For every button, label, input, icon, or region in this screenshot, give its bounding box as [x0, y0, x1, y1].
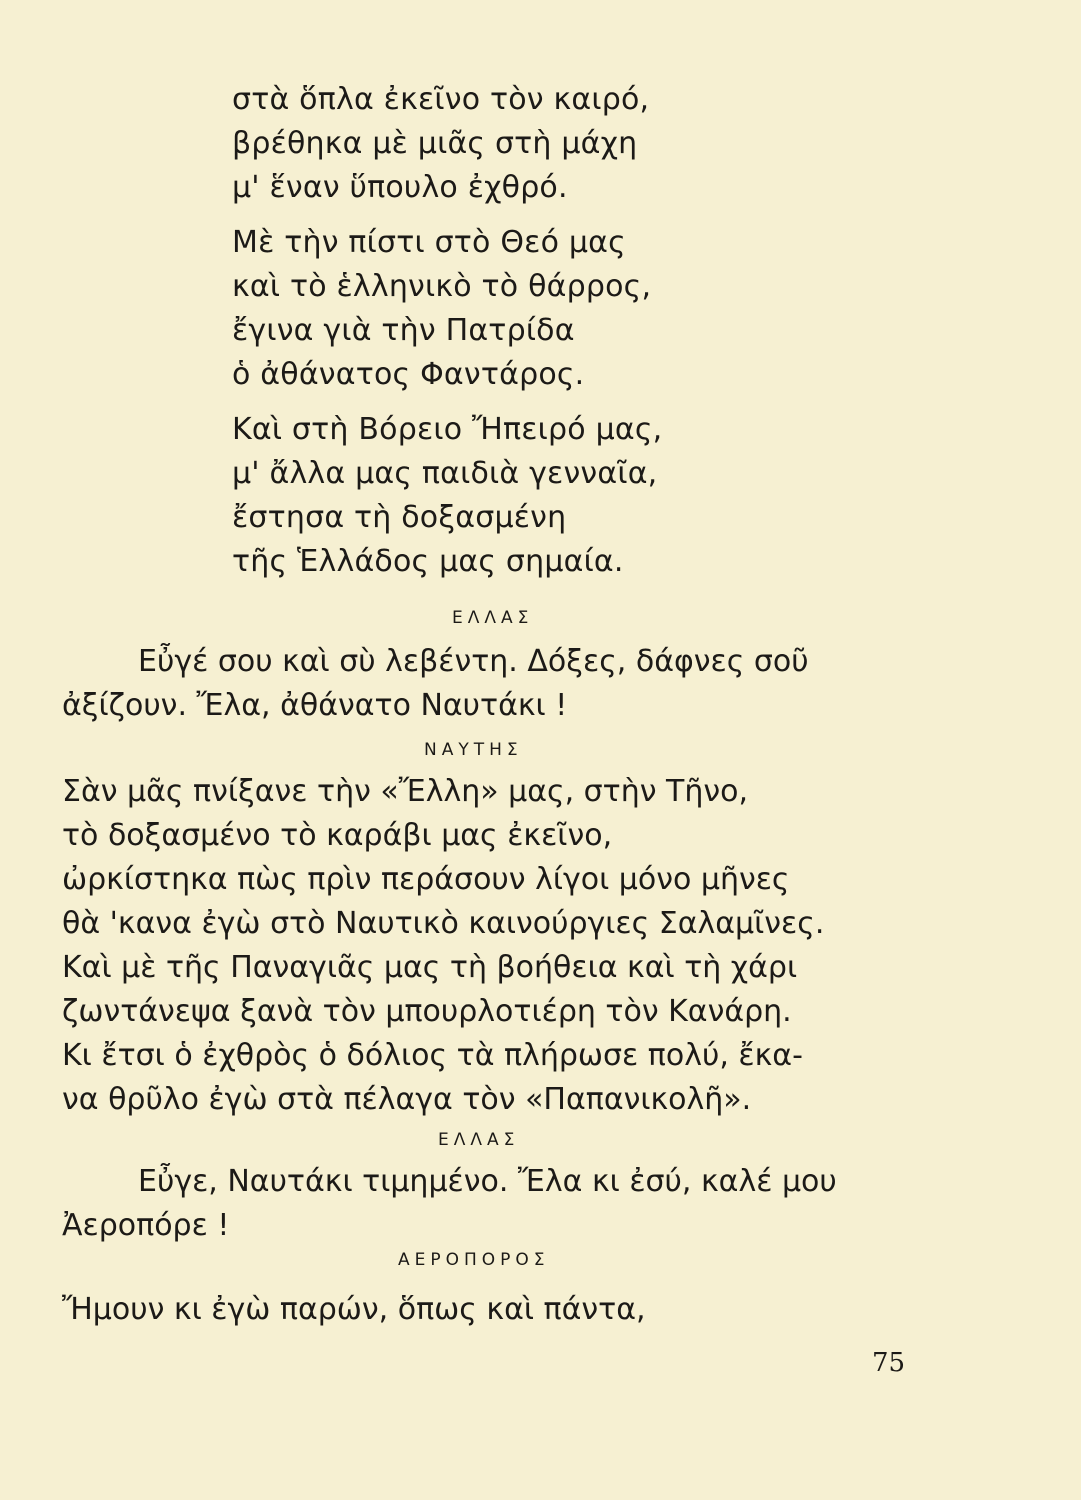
dialogue-ellas-1	[62, 640, 988, 728]
verse-line: βρέθηκα μὲ μιᾶς στὴ μάχη	[232, 126, 638, 161]
verse-line: Καὶ στὴ Βόρειο Ἤπειρό μας,	[232, 412, 663, 447]
dialogue-line: θὰ 'κανα ἐγὼ στὸ Ναυτικὸ καινούργιες Σαλαμῖνες.	[62, 906, 825, 941]
speaker-heading: ΕΛΛΑΣ	[438, 1130, 520, 1150]
speaker-heading: ΝΑΥΤΗΣ	[424, 740, 523, 760]
dialogue-line: ἀξίζουν. Ἔλα, ἀθάνατο Ναυτάκι !	[62, 688, 568, 723]
verse-line: καὶ τὸ ἑλληνικὸ τὸ θάρρος,	[232, 269, 652, 304]
verse-line: τῆς Ἑλλάδος μας σημαία.	[232, 544, 624, 579]
page-number: 75	[872, 1348, 906, 1378]
verse-line: Μὲ τὴν πίστι στὸ Θεό μας	[232, 225, 626, 260]
verse-line: μ' ἄλλα μας παιδιὰ γενναῖα,	[232, 456, 658, 491]
dialogue-line: Ἀεροπόρε !	[62, 1208, 230, 1243]
dialogue-line: Ἤμουν κι ἐγὼ παρών, ὅπως καὶ πάντα,	[62, 1292, 646, 1327]
verse-line: στὰ ὅπλα ἐκεῖνο τὸν καιρό,	[232, 82, 650, 117]
dialogue-naftis	[62, 770, 912, 1122]
poem-stanza-1	[232, 78, 649, 210]
poem-stanza-2	[232, 221, 651, 397]
verse-line: ἔγινα γιὰ τὴν Πατρίδα	[232, 313, 575, 348]
dialogue-line: Εὖγέ σου καὶ σὺ λεβέντη. Δόξες, δάφνες σοῦ	[138, 644, 809, 679]
poem-stanza-3	[232, 408, 662, 584]
dialogue-line: Καὶ μὲ τῆς Παναγιᾶς μας τὴ βοήθεια καὶ τὴ χάρι	[62, 950, 798, 985]
verse-line: ἔστησα τὴ δοξασμένη	[232, 500, 567, 535]
dialogue-line: ζωντάνεψα ξανὰ τὸν μπουρλοτιέρη τὸν Κανάρη.	[62, 994, 792, 1029]
dialogue-ellas-2	[62, 1160, 988, 1248]
dialogue-line: να θρῦλο ἐγὼ στὰ πέλαγα τὸν «Παπανικολῆ».	[62, 1082, 752, 1117]
dialogue-line: ὠρκίστηκα πὼς πρὶν περάσουν λίγοι μόνο μῆνες	[62, 862, 790, 897]
dialogue-line: Σὰν μᾶς πνίξανε τὴν «Ἔλλη» μας, στὴν Τῆνο,	[62, 774, 749, 809]
dialogue-line: τὸ δοξασμένο τὸ καράβι μας ἐκεῖνο,	[62, 818, 613, 853]
dialogue-aeroporos	[62, 1288, 912, 1332]
speaker-heading: ΕΛΛΑΣ	[452, 608, 534, 628]
dialogue-line: Κι ἔτσι ὁ ἐχθρὸς ὁ δόλιος τὰ πλήρωσε πολύ, ἔκα-	[62, 1038, 803, 1073]
verse-line: μ' ἕναν ὕπουλο ἐχθρό.	[232, 170, 568, 205]
dialogue-line: Εὖγε, Ναυτάκι τιμημένο. Ἔλα κι ἐσύ, καλέ μου	[138, 1164, 837, 1199]
verse-line: ὁ ἀθάνατος Φαντάρος.	[232, 357, 585, 392]
speaker-heading: ΑΕΡΟΠΟΡΟΣ	[398, 1250, 550, 1270]
